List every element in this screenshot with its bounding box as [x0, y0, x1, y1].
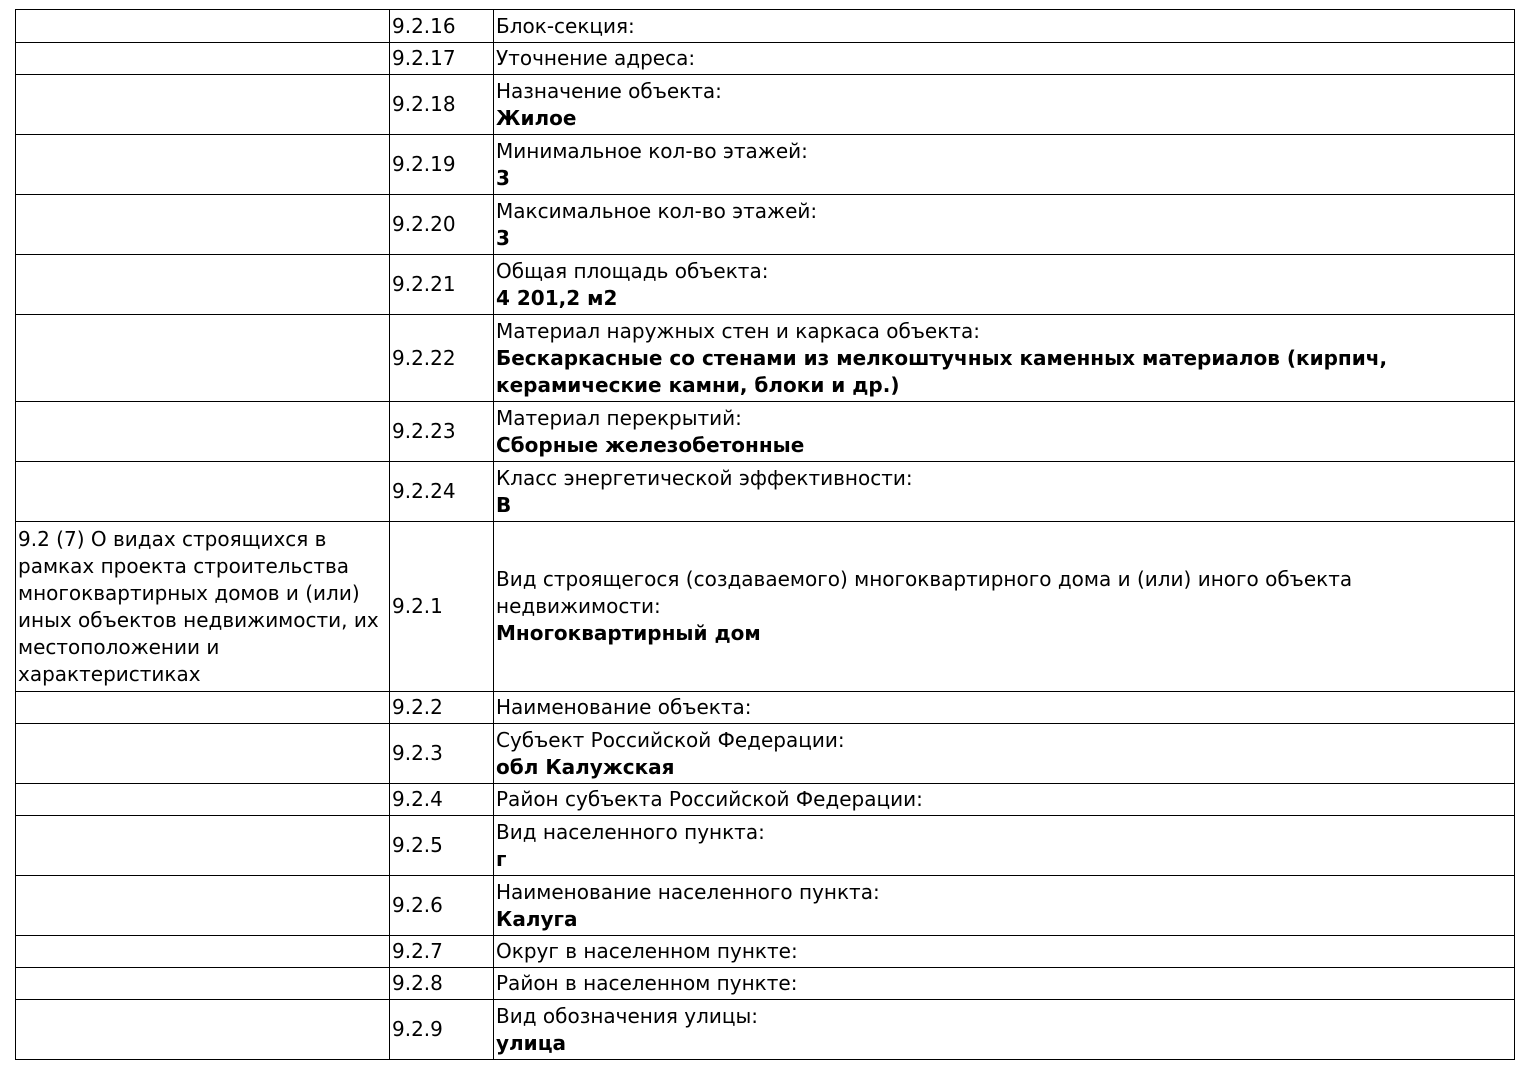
field-cell — [494, 692, 1515, 724]
field-cell — [494, 75, 1515, 135]
code-cell: 9.2.23 — [390, 402, 494, 462]
field-label: Материал наружных стен и каркаса объекта: — [496, 318, 980, 343]
code-cell: 9.2.20 — [390, 195, 494, 255]
section-cell — [16, 692, 390, 724]
field-cell — [494, 1000, 1515, 1060]
field-value: Жилое — [496, 105, 577, 130]
field-cell — [494, 43, 1515, 75]
code-cell: 9.2.18 — [390, 75, 494, 135]
code-cell: 9.2.19 — [390, 135, 494, 195]
field-cell — [494, 724, 1515, 784]
field-value: Калуга — [496, 906, 578, 931]
table-row — [16, 522, 1515, 692]
section-cell — [16, 43, 390, 75]
field-cell — [494, 10, 1515, 43]
section-cell — [16, 462, 390, 522]
field-cell — [494, 135, 1515, 195]
field-value: обл Калужская — [496, 754, 675, 779]
section-cell — [16, 936, 390, 968]
section-cell — [16, 724, 390, 784]
field-label: Район субъекта Российской Федерации: — [496, 787, 923, 811]
field-label: Минимальное кол-во этажей: — [496, 138, 808, 163]
field-label: Назначение объекта: — [496, 78, 722, 103]
section-cell — [16, 402, 390, 462]
code-cell: 9.2.8 — [390, 968, 494, 1000]
field-label: Вид строящегося (создаваемого) многоквартирного дома и (или) иного объекта недвижимости: — [496, 567, 1353, 618]
field-value: 3 — [496, 165, 510, 190]
code-cell: 9.2.22 — [390, 315, 494, 402]
field-label: Район в населенном пункте: — [496, 971, 798, 995]
section-cell — [16, 195, 390, 255]
field-cell — [494, 936, 1515, 968]
section-cell — [16, 1000, 390, 1060]
table-row — [16, 936, 1515, 968]
section-cell — [16, 816, 390, 876]
field-value: улица — [496, 1030, 567, 1055]
field-value: г — [496, 846, 507, 871]
field-value: 4 201,2 м2 — [496, 285, 618, 310]
section-title: 9.2 (7) О видах строящихся в рамках проекта строительства многоквартирных домов и (или) иных объектов недвижимости, их местоположении и характеристиках — [16, 522, 390, 692]
field-value: 3 — [496, 225, 510, 250]
field-value: Бескаркасные со стенами из мелкоштучных каменных материалов (кирпич, керамические камни, блоки и др.) — [496, 345, 1388, 397]
table-row — [16, 462, 1515, 522]
code-cell: 9.2.5 — [390, 816, 494, 876]
table-row — [16, 784, 1515, 816]
code-cell: 9.2.9 — [390, 1000, 494, 1060]
field-cell — [494, 784, 1515, 816]
code-cell: 9.2.2 — [390, 692, 494, 724]
field-cell — [494, 402, 1515, 462]
table-row — [16, 135, 1515, 195]
table-row — [16, 75, 1515, 135]
table-row — [16, 724, 1515, 784]
code-cell: 9.2.3 — [390, 724, 494, 784]
section-cell — [16, 876, 390, 936]
field-label: Вид населенного пункта: — [496, 819, 765, 844]
field-value: B — [496, 492, 512, 517]
section-cell — [16, 10, 390, 43]
field-label: Наименование объекта: — [496, 695, 752, 719]
table-row — [16, 1000, 1515, 1060]
field-cell — [494, 462, 1515, 522]
field-label: Округ в населенном пункте: — [496, 939, 798, 963]
field-cell — [494, 315, 1515, 402]
table-row — [16, 968, 1515, 1000]
code-cell: 9.2.17 — [390, 43, 494, 75]
code-cell: 9.2.6 — [390, 876, 494, 936]
field-value: Многоквартирный дом — [496, 621, 761, 645]
table-row — [16, 402, 1515, 462]
field-label: Класс энергетической эффективности: — [496, 465, 913, 490]
field-value: Сборные железобетонные — [496, 432, 805, 457]
field-cell — [494, 195, 1515, 255]
section-cell — [16, 784, 390, 816]
field-label: Уточнение адреса: — [496, 46, 696, 70]
section-cell — [16, 315, 390, 402]
table-row — [16, 315, 1515, 402]
table-row — [16, 692, 1515, 724]
field-label: Максимальное кол-во этажей: — [496, 198, 818, 223]
field-cell — [494, 876, 1515, 936]
code-cell: 9.2.24 — [390, 462, 494, 522]
section-cell — [16, 968, 390, 1000]
table-row — [16, 816, 1515, 876]
field-cell — [494, 968, 1515, 1000]
field-label: Вид обозначения улицы: — [496, 1003, 759, 1028]
property-characteristics-table — [15, 9, 1515, 1060]
table-row — [16, 255, 1515, 315]
field-cell — [494, 255, 1515, 315]
field-label: Общая площадь объекта: — [496, 258, 769, 283]
field-label: Блок-секция: — [496, 13, 635, 38]
section-cell — [16, 255, 390, 315]
code-cell: 9.2.7 — [390, 936, 494, 968]
code-cell: 9.2.1 — [390, 522, 494, 692]
code-cell: 9.2.21 — [390, 255, 494, 315]
field-cell — [494, 816, 1515, 876]
field-label: Субъект Российской Федерации: — [496, 727, 845, 752]
field-label: Материал перекрытий: — [496, 405, 742, 430]
section-cell — [16, 135, 390, 195]
section-cell — [16, 75, 390, 135]
table-row — [16, 10, 1515, 43]
field-cell — [494, 522, 1515, 692]
table-row — [16, 876, 1515, 936]
code-cell: 9.2.16 — [390, 10, 494, 43]
table-row — [16, 195, 1515, 255]
code-cell: 9.2.4 — [390, 784, 494, 816]
field-label: Наименование населенного пункта: — [496, 879, 880, 904]
table-row — [16, 43, 1515, 75]
